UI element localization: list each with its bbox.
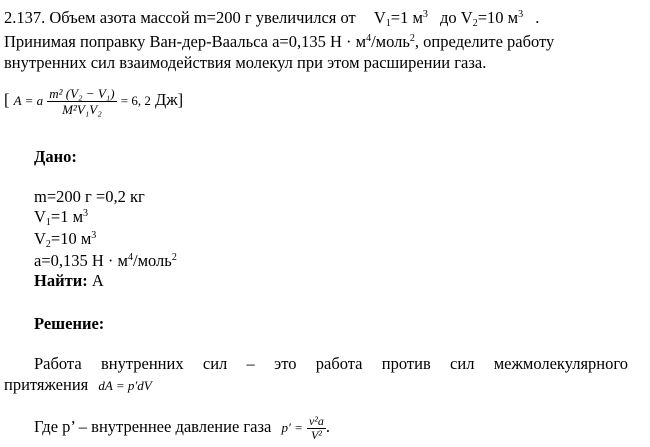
find-value: А bbox=[91, 271, 104, 290]
solution-attraction-word: притяжения bbox=[4, 375, 89, 394]
given-a-exp-1: 4 bbox=[127, 252, 133, 263]
v2-exponent: 3 bbox=[518, 9, 524, 20]
solution-heading: Решение: bbox=[34, 314, 105, 333]
solution-text-1b bbox=[4, 375, 152, 396]
answer-rhs: = 6, 2 bbox=[120, 93, 151, 108]
answer-unit: Дж] bbox=[154, 90, 184, 109]
given-v1-symbol: V bbox=[34, 207, 46, 226]
solution-text-2 bbox=[34, 408, 330, 446]
problem-line1-text: Объем азота массой m=200 г увеличился от bbox=[49, 8, 356, 27]
pressure-description: Где p’ – внутреннее давление газа bbox=[34, 417, 272, 436]
answer-formula bbox=[4, 80, 183, 120]
find-line bbox=[34, 271, 104, 291]
answer-denominator: M²V₁V₂ bbox=[47, 101, 116, 117]
line2-exp-1: 4 bbox=[366, 33, 372, 44]
line2-part-b: /моль bbox=[371, 32, 410, 51]
given-a-value: a=0,135 Н · м bbox=[34, 251, 128, 270]
v1-value: =1 м bbox=[390, 8, 423, 27]
v1-subscript: 1 bbox=[385, 18, 391, 29]
answer-numerator: m² (V₂ − V₁) bbox=[49, 85, 115, 101]
given-v2-value: =10 м bbox=[50, 229, 92, 248]
line1-end: . bbox=[535, 8, 540, 27]
answer-fraction bbox=[47, 86, 116, 117]
pressure-denominator: V² bbox=[307, 428, 326, 442]
line2-part-c: , определите работу bbox=[414, 32, 555, 51]
find-label: Найти: bbox=[34, 271, 88, 290]
line2-part-a: Принимая поправку Ван-дер-Ваальса a=0,135 Н · м bbox=[4, 32, 367, 51]
given-v1 bbox=[34, 207, 88, 227]
given-v1-exponent: 3 bbox=[83, 208, 89, 219]
problem-line-1 bbox=[4, 8, 539, 28]
pressure-end-dot: . bbox=[325, 417, 331, 436]
formula-dA: dA = p′dV bbox=[98, 378, 152, 393]
solution-text-1a: Работа внутренних сил – это работа против сил межмолекулярного bbox=[34, 354, 628, 373]
problem-line-3: внутренних сил взаимодействия молекул при этом расширении газа. bbox=[4, 53, 487, 72]
pressure-numerator: ν²a bbox=[308, 413, 324, 428]
given-mass: m=200 г =0,2 кг bbox=[34, 187, 145, 206]
given-heading: Дано: bbox=[34, 147, 77, 166]
answer-lhs: A = a bbox=[13, 93, 44, 108]
given-v2 bbox=[34, 229, 96, 249]
problem-line-2 bbox=[4, 32, 554, 52]
problem-number: 2.137. bbox=[4, 8, 46, 27]
pressure-fraction bbox=[307, 415, 326, 442]
given-v1-subscript: 1 bbox=[45, 217, 51, 228]
given-v2-subscript: 2 bbox=[45, 239, 51, 250]
given-a-unit: /моль bbox=[132, 251, 172, 270]
v1-symbol: V bbox=[373, 8, 386, 27]
v2-subscript: 2 bbox=[472, 18, 478, 29]
p-lhs: p′ = bbox=[281, 420, 303, 435]
given-v1-value: =1 м bbox=[50, 207, 84, 226]
answer-open-bracket: [ bbox=[4, 90, 10, 109]
given-a-exp-2: 2 bbox=[171, 252, 177, 263]
line2-exp-2: 2 bbox=[409, 33, 415, 44]
v1-exponent: 3 bbox=[422, 9, 428, 20]
given-a bbox=[34, 251, 177, 271]
v2-value: =10 м bbox=[477, 8, 519, 27]
given-v2-exponent: 3 bbox=[91, 230, 97, 241]
given-v2-symbol: V bbox=[34, 229, 46, 248]
between-text: до V bbox=[440, 8, 473, 27]
